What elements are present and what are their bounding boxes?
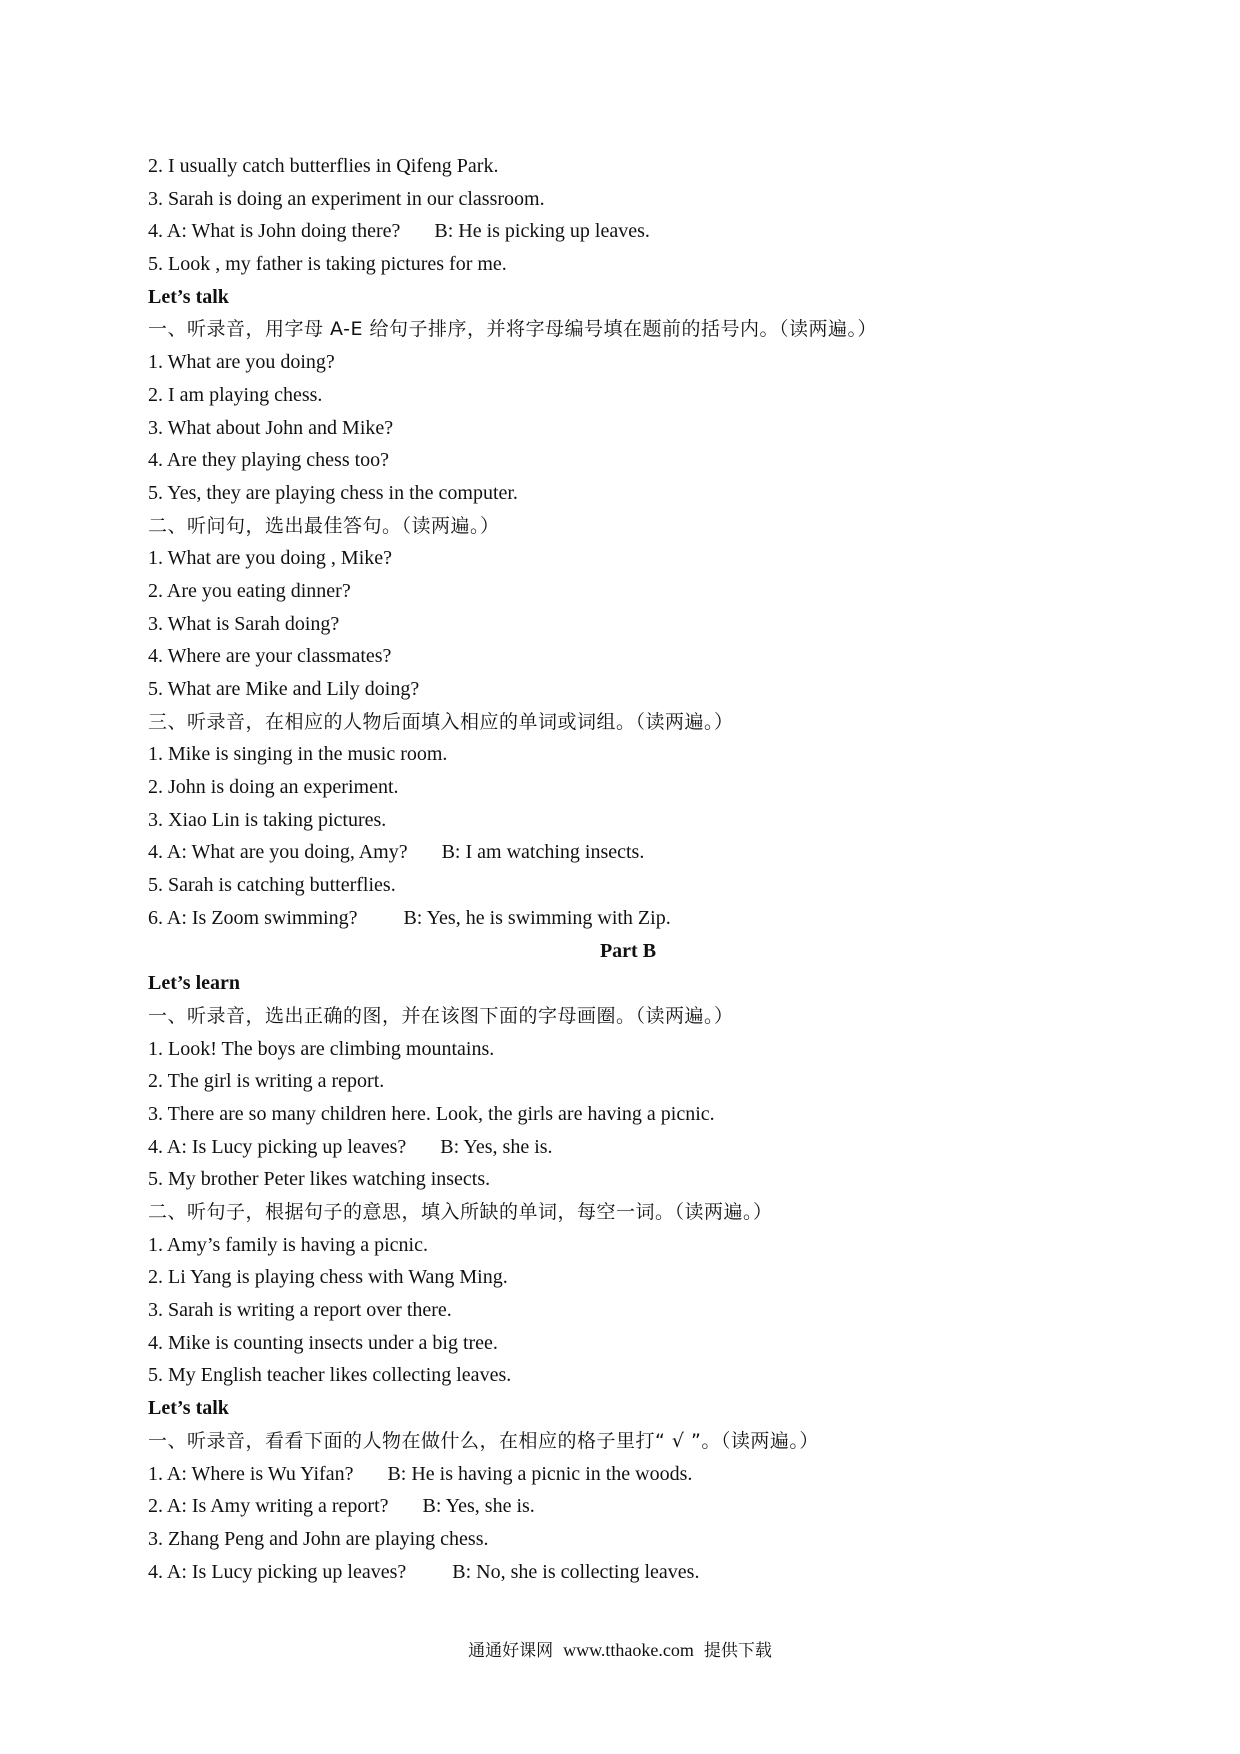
- dialogue-b: B: I am watching insects.: [441, 841, 645, 864]
- footer-url[interactable]: www.tthaoke.com: [563, 1640, 694, 1660]
- sentence-line: 2. The girl is writing a report.: [148, 1070, 385, 1093]
- dialogue-line: [148, 1458, 1108, 1491]
- dialogue-b: B: Yes, he is swimming with Zip.: [403, 906, 671, 929]
- dialogue-a: 1. A: Where is Wu Yifan?: [148, 1462, 354, 1485]
- sentence-line: 3. There are so many children here. Look, the girls are having a picnic.: [148, 1102, 715, 1125]
- sentence-line: 2. Are you eating dinner?: [148, 579, 351, 602]
- section-heading: Let’s talk: [148, 1397, 229, 1420]
- dialogue-b: B: He is having a picnic in the woods.: [387, 1462, 693, 1485]
- sentence-line: 3. Xiao Lin is taking pictures.: [148, 808, 387, 831]
- dialogue-a: 6. A: Is Zoom swimming?: [148, 906, 358, 929]
- sentence-line: 1. What are you doing?: [148, 351, 335, 374]
- section-heading: Let’s learn: [148, 972, 241, 995]
- sentence-line: 1. Mike is singing in the music room.: [148, 743, 448, 766]
- sentence-line: 3. Sarah is writing a report over there.: [148, 1299, 452, 1322]
- sentence-line: 5. My English teacher likes collecting leaves.: [148, 1364, 512, 1387]
- footer-suffix: 提供下载: [703, 1641, 772, 1661]
- sentence-line: 1. Amy’s family is having a picnic.: [148, 1233, 428, 1256]
- sentence-line: 2. Li Yang is playing chess with Wang Ming.: [148, 1266, 508, 1289]
- sentence-line: 2. John is doing an experiment.: [148, 776, 399, 799]
- dialogue-b: B: No, she is collecting leaves.: [452, 1560, 700, 1583]
- dialogue-b: B: Yes, she is.: [422, 1495, 535, 1518]
- dialogue-b: B: He is picking up leaves.: [434, 220, 650, 243]
- dialogue-line: [148, 902, 1108, 935]
- sentence-line: 4. Where are your classmates?: [148, 645, 392, 668]
- sentence-line: 2. I usually catch butterflies in Qifeng Park.: [148, 155, 499, 177]
- sentence-line: 3. Zhang Peng and John are playing chess.: [148, 1527, 489, 1550]
- dialogue-line: [148, 215, 1108, 248]
- sentence-line: 2. I am playing chess.: [148, 383, 323, 406]
- sentence-line: 5. Yes, they are playing chess in the computer.: [148, 481, 518, 504]
- sentence-line: 5. My brother Peter likes watching insects.: [148, 1168, 491, 1191]
- dialogue-a: 4. A: Is Lucy picking up leaves?: [148, 1560, 407, 1583]
- instruction-line: 一、听录音，看看下面的人物在做什么，在相应的格子里打“ √ ”。（读两遍。）: [148, 1429, 819, 1452]
- dialogue-line: [148, 1131, 1108, 1164]
- sentence-line: 3. What about John and Mike?: [148, 416, 394, 439]
- instruction-line: 一、听录音，用字母 A-E 给句子排序，并将字母编号填在题前的括号内。（读两遍。）: [148, 318, 878, 341]
- instruction-line: 二、听句子，根据句子的意思，填入所缺的单词，每空一词。（读两遍。）: [148, 1201, 773, 1223]
- section-heading: Let’s talk: [148, 285, 229, 308]
- dialogue-a: 2. A: Is Amy writing a report?: [148, 1495, 389, 1518]
- sentence-line: 4. Are they playing chess too?: [148, 449, 390, 472]
- sentence-line: 5. What are Mike and Lily doing?: [148, 678, 420, 700]
- sentence-line: 5. Look , my father is taking pictures for me.: [148, 253, 507, 276]
- sentence-line: 1. What are you doing , Mike?: [148, 547, 393, 570]
- sentence-line: 5. Sarah is catching butterflies.: [148, 874, 396, 897]
- footer-site-name: 通通好课网: [468, 1641, 554, 1661]
- instruction-line: 三、听录音，在相应的人物后面填入相应的单词或词组。（读两遍。）: [148, 710, 734, 733]
- dialogue-line: [148, 1490, 1108, 1523]
- part-title: Part B: [599, 939, 657, 962]
- sentence-line: 1. Look! The boys are climbing mountains.: [148, 1037, 495, 1060]
- dialogue-b: B: Yes, she is.: [440, 1135, 553, 1158]
- dialogue-line: [148, 1556, 1108, 1589]
- sentence-line: 3. Sarah is doing an experiment in our classroom.: [148, 187, 545, 210]
- sentence-line: 3. What is Sarah doing?: [148, 612, 340, 635]
- dialogue-a: 4. A: Is Lucy picking up leaves?: [148, 1135, 407, 1158]
- sentence-line: 4. Mike is counting insects under a big tree.: [148, 1331, 498, 1354]
- dialogue-a: 4. A: What is John doing there?: [148, 220, 401, 243]
- instruction-line: 一、听录音，选出正确的图，并在该图下面的字母画圈。（读两遍。）: [148, 1004, 734, 1027]
- dialogue-line: [148, 836, 1108, 869]
- dialogue-a: 4. A: What are you doing, Amy?: [148, 841, 408, 864]
- instruction-line: 二、听问句，选出最佳答句。（读两遍。）: [148, 514, 500, 537]
- worksheet-body: [148, 150, 1108, 1588]
- page-footer: [0, 1636, 1240, 1661]
